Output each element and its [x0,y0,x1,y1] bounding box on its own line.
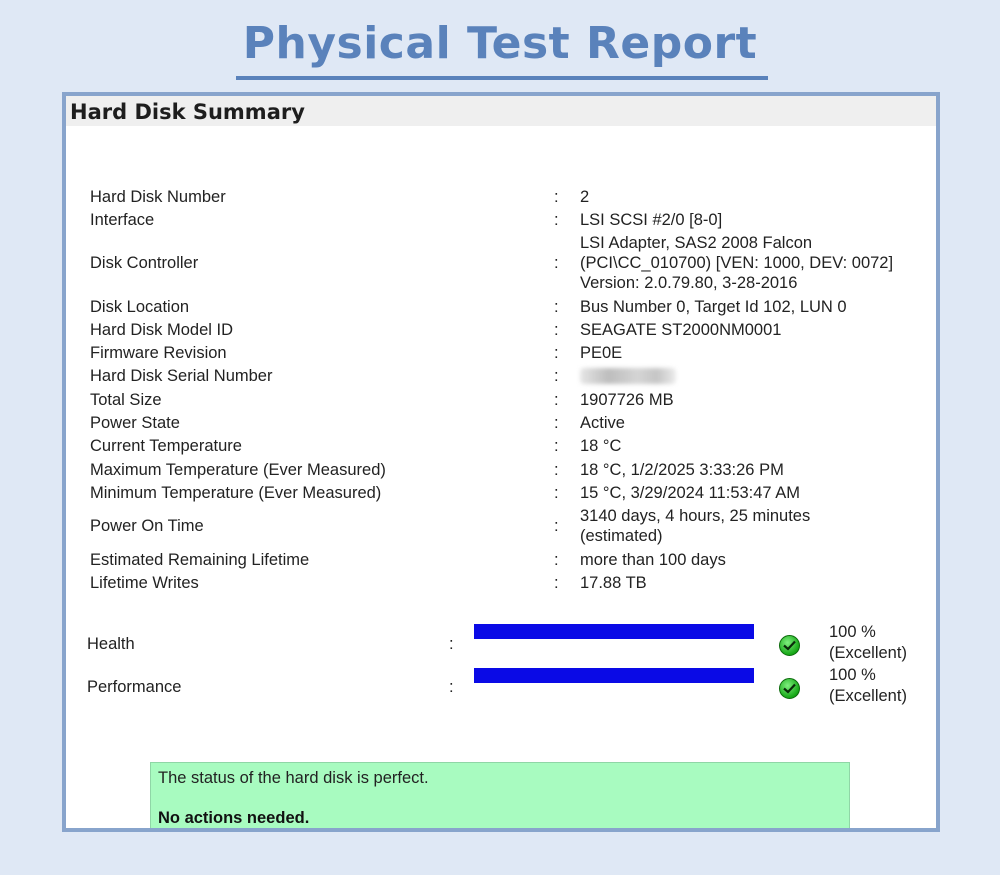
health-bar-fill [474,624,754,639]
row-value: Active [580,414,625,432]
performance-bar [474,668,754,683]
meter-label: Health [87,635,135,653]
health-percent: 100 % [829,623,876,641]
row-separator: : [554,344,559,362]
title-underline [236,76,768,80]
row-value: 18 °C, 1/2/2025 3:33:26 PM [580,461,784,479]
row-label: Disk Location [90,298,190,316]
row-value: LSI Adapter, SAS2 2008 Falcon (PCI\CC_010700) [VEN: 1000, DEV: 0072] Version: 2.0.79.80, 3-28-2016 [580,234,894,292]
row-label: Minimum Temperature (Ever Measured) [90,484,382,502]
row-label: Firmware Revision [90,344,227,362]
row-value: 18 °C [580,437,622,455]
row-label: Hard Disk Number [90,188,226,206]
row-separator: : [554,461,559,479]
health-bar [474,624,754,639]
row-label: Power State [90,414,180,432]
check-icon [779,635,800,656]
health-rating: (Excellent) [829,644,907,662]
row-value: 17.88 TB [580,574,647,592]
check-icon [779,678,800,699]
row-separator: : [554,298,559,316]
summary-header [66,96,936,126]
row-label: Power On Time [90,517,204,535]
row-value: PE0E [580,344,623,362]
report-frame [62,92,940,832]
row-value: LSI SCSI #2/0 [8-0] [580,211,723,229]
row-separator: : [554,414,559,432]
row-separator: : [554,391,559,409]
meter-separator: : [449,635,454,653]
status-box [150,762,850,832]
performance-rating: (Excellent) [829,687,907,705]
row-label: Maximum Temperature (Ever Measured) [90,461,386,479]
row-label: Estimated Remaining Lifetime [90,551,310,569]
summary-header-title: Hard Disk Summary [70,100,305,124]
row-label: Lifetime Writes [90,574,199,592]
row-label: Interface [90,211,155,229]
row-separator: : [554,437,559,455]
row-separator: : [554,254,559,272]
row-label: Hard Disk Serial Number [90,367,273,385]
row-separator: : [554,367,559,385]
row-label: Hard Disk Model ID [90,321,234,339]
meter-label: Performance [87,678,182,696]
performance-percent: 100 % [829,666,876,684]
row-value: SEAGATE ST2000NM0001 [580,321,782,339]
status-action: No actions needed. [158,809,310,827]
row-value: 1907726 MB [580,391,674,409]
row-value [580,366,910,389]
row-value: more than 100 days [580,551,726,569]
row-value: 15 °C, 3/29/2024 11:53:47 AM [580,484,801,502]
performance-bar-fill [474,668,754,683]
row-label: Total Size [90,391,162,409]
row-separator: : [554,321,559,339]
row-separator: : [554,211,559,229]
row-separator: : [554,574,559,592]
row-label: Current Temperature [90,437,242,455]
row-separator: : [554,484,559,502]
row-separator: : [554,551,559,569]
row-separator: : [554,517,559,535]
row-separator: : [554,188,559,206]
status-message: The status of the hard disk is perfect. [158,769,429,787]
meter-separator: : [449,678,454,696]
row-value: 3140 days, 4 hours, 25 minutes (estimated) [580,507,811,545]
redacted-serial [580,368,676,384]
row-label: Disk Controller [90,254,199,272]
row-value: Bus Number 0, Target Id 102, LUN 0 [580,298,847,316]
page-title: Physical Test Report [242,18,758,69]
row-value: 2 [580,188,590,206]
